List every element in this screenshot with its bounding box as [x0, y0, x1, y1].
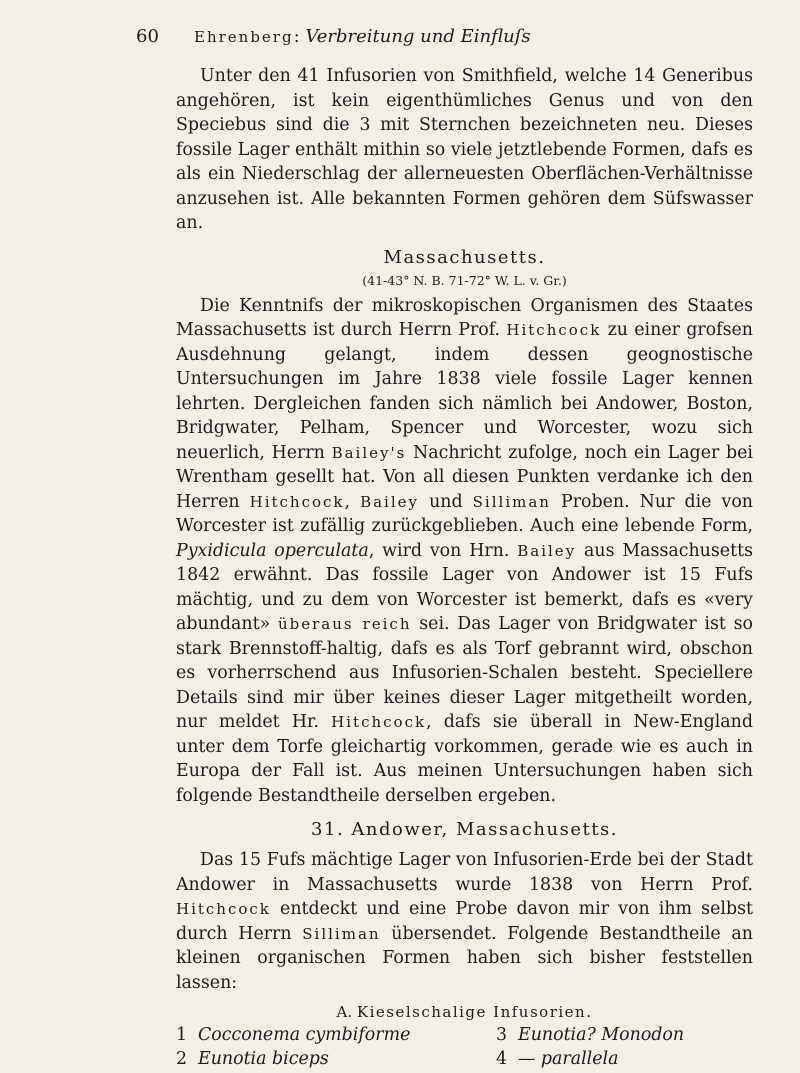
- species-column-right: [496, 1023, 684, 1071]
- text-run: , wird von Hrn.: [368, 540, 518, 561]
- intro-paragraph: Unter den 41 Infusorien von Smithfield, welche 14 Generibus angehören, ist kein eigenthümliches Genus und von den Speciebus sind die 3 mit Sternchen bezeichneten neu. Dieses fossile Lager enthält mithin so viele jetztlebende Formen, dafs es als ein Niederschlag der allerneuesten Oberflächen-Verhältnisse anzusehen ist. Alle bekannten Formen gehören dem Süfswasser an.: [176, 66, 753, 233]
- andower-paragraph: [176, 848, 753, 995]
- text-run: Proben. Nur die von Worcester ist zufällig zurückgeblieben. Auch eine lebende Form,: [176, 491, 753, 536]
- item-number: 2: [176, 1049, 188, 1069]
- text-run: Die Kenntnifs der mikroskopischen Organismen des Staates Massachusetts ist durch Herrn Prof.: [176, 295, 753, 340]
- list-item: [496, 1023, 684, 1047]
- text-run: aus Massachusetts 1842 erwähnt. Das fossile Lager von Andower ist 15 Fufs mächtig, und zu dem von Worcester ist bemerkt, dafs es «very abundant»: [176, 540, 753, 634]
- person-name: Silliman: [472, 492, 551, 511]
- text-run: sei. Das Lager von Bridgwater ist so stark Brennstoff-haltig, dafs es als Torf gebrannt wird, obschon es vorherrschend aus Infusorien-Schalen besteht. Speciellere Details sind mir über keines dieser Lager mitgetheilt worden, nur meldet Hr.: [176, 614, 753, 732]
- list-item: [496, 1047, 684, 1071]
- species-name: Eunotia biceps: [198, 1049, 329, 1069]
- item-number: 3: [496, 1025, 508, 1045]
- person-name: Hitchcock: [506, 321, 602, 339]
- list-item: [176, 1047, 410, 1071]
- person-name: Hitchcock: [176, 900, 271, 918]
- text-run: ,: [344, 491, 361, 512]
- person-name: Hitchcock: [249, 492, 345, 511]
- text-run: zu einer grofsen Ausdehnung gelangt, indem dessen geognostische Untersuchungen im Jahre 1838 viele fossile Lager kennen lehrten. Dergleichen fanden sich nämlich bei Andower, Boston, Bridgwater, Pelham, Spencer und Worcester, wozu sich neuerlich, Herrn: [176, 320, 754, 463]
- list-item: [176, 1023, 410, 1047]
- text-run: Nachricht zufolge, noch ein Lager bei Wrentham gesellt hat. Von all diesen Punkten verdanke ich den Herren: [176, 442, 753, 512]
- section-heading-massachusetts: Massachusetts.: [383, 246, 546, 268]
- person-name: Bailey: [517, 541, 577, 560]
- species-name: — parallela: [518, 1049, 619, 1069]
- section-heading-andower: 31. Andower, Massachusetts.: [311, 819, 618, 840]
- species-list: [176, 1023, 753, 1073]
- text-run: und: [419, 491, 473, 512]
- section-coordinates: (41-43° N. B. 71-72° W. L. v. Gr.): [362, 272, 567, 288]
- person-name: Bailey: [360, 492, 420, 511]
- subsection-prefix: A.: [336, 1003, 357, 1021]
- text-run: übersendet. Folgende Bestandtheile an kleinen organischen Formen haben sich bisher feststellen lassen:: [176, 923, 753, 993]
- header-author: Ehrenberg: [194, 28, 294, 46]
- text-run: Das 15 Fufs mächtige Lager von Infusorien-Erde bei der Stadt Andower in Massachusetts wurde 1838 von Herrn Prof.: [176, 850, 753, 895]
- item-number: 4: [496, 1049, 508, 1069]
- subsection-heading: [176, 1001, 753, 1023]
- header-title: Verbreitung und Einfluſs: [305, 26, 531, 47]
- subsection-title: Kieselschalige Infusorien.: [356, 1003, 593, 1021]
- item-number: 1: [176, 1025, 188, 1045]
- species-name: Pyxidicula operculata: [176, 540, 369, 561]
- text-run: , dafs sie überall in New-England unter dem Torfe gleichartig vorkommen, gerade wie es auch in Europa der Fall ist. Aus meinen Untersuchungen haben sich folgende Bestandtheile derselben ergeben.: [176, 712, 753, 806]
- header-text: Ehrenberg: Verbreitung und Einfluſs: [194, 26, 531, 47]
- person-name: Hitchcock: [331, 713, 427, 731]
- text-run: entdeckt und eine Probe davon mir von ihm selbst durch Herrn: [176, 899, 753, 944]
- emphasis-text: überaus reich: [277, 615, 412, 633]
- page-number: 60: [136, 26, 159, 47]
- person-name: Silliman: [302, 924, 381, 943]
- massachusetts-paragraph: [176, 294, 753, 809]
- species-name: Cocconema cymbiforme: [198, 1025, 411, 1045]
- species-column-left: [176, 1023, 410, 1071]
- person-name: Bailey's: [331, 443, 407, 462]
- main-text: [176, 64, 753, 1073]
- species-name: Eunotia? Monodon: [518, 1025, 685, 1045]
